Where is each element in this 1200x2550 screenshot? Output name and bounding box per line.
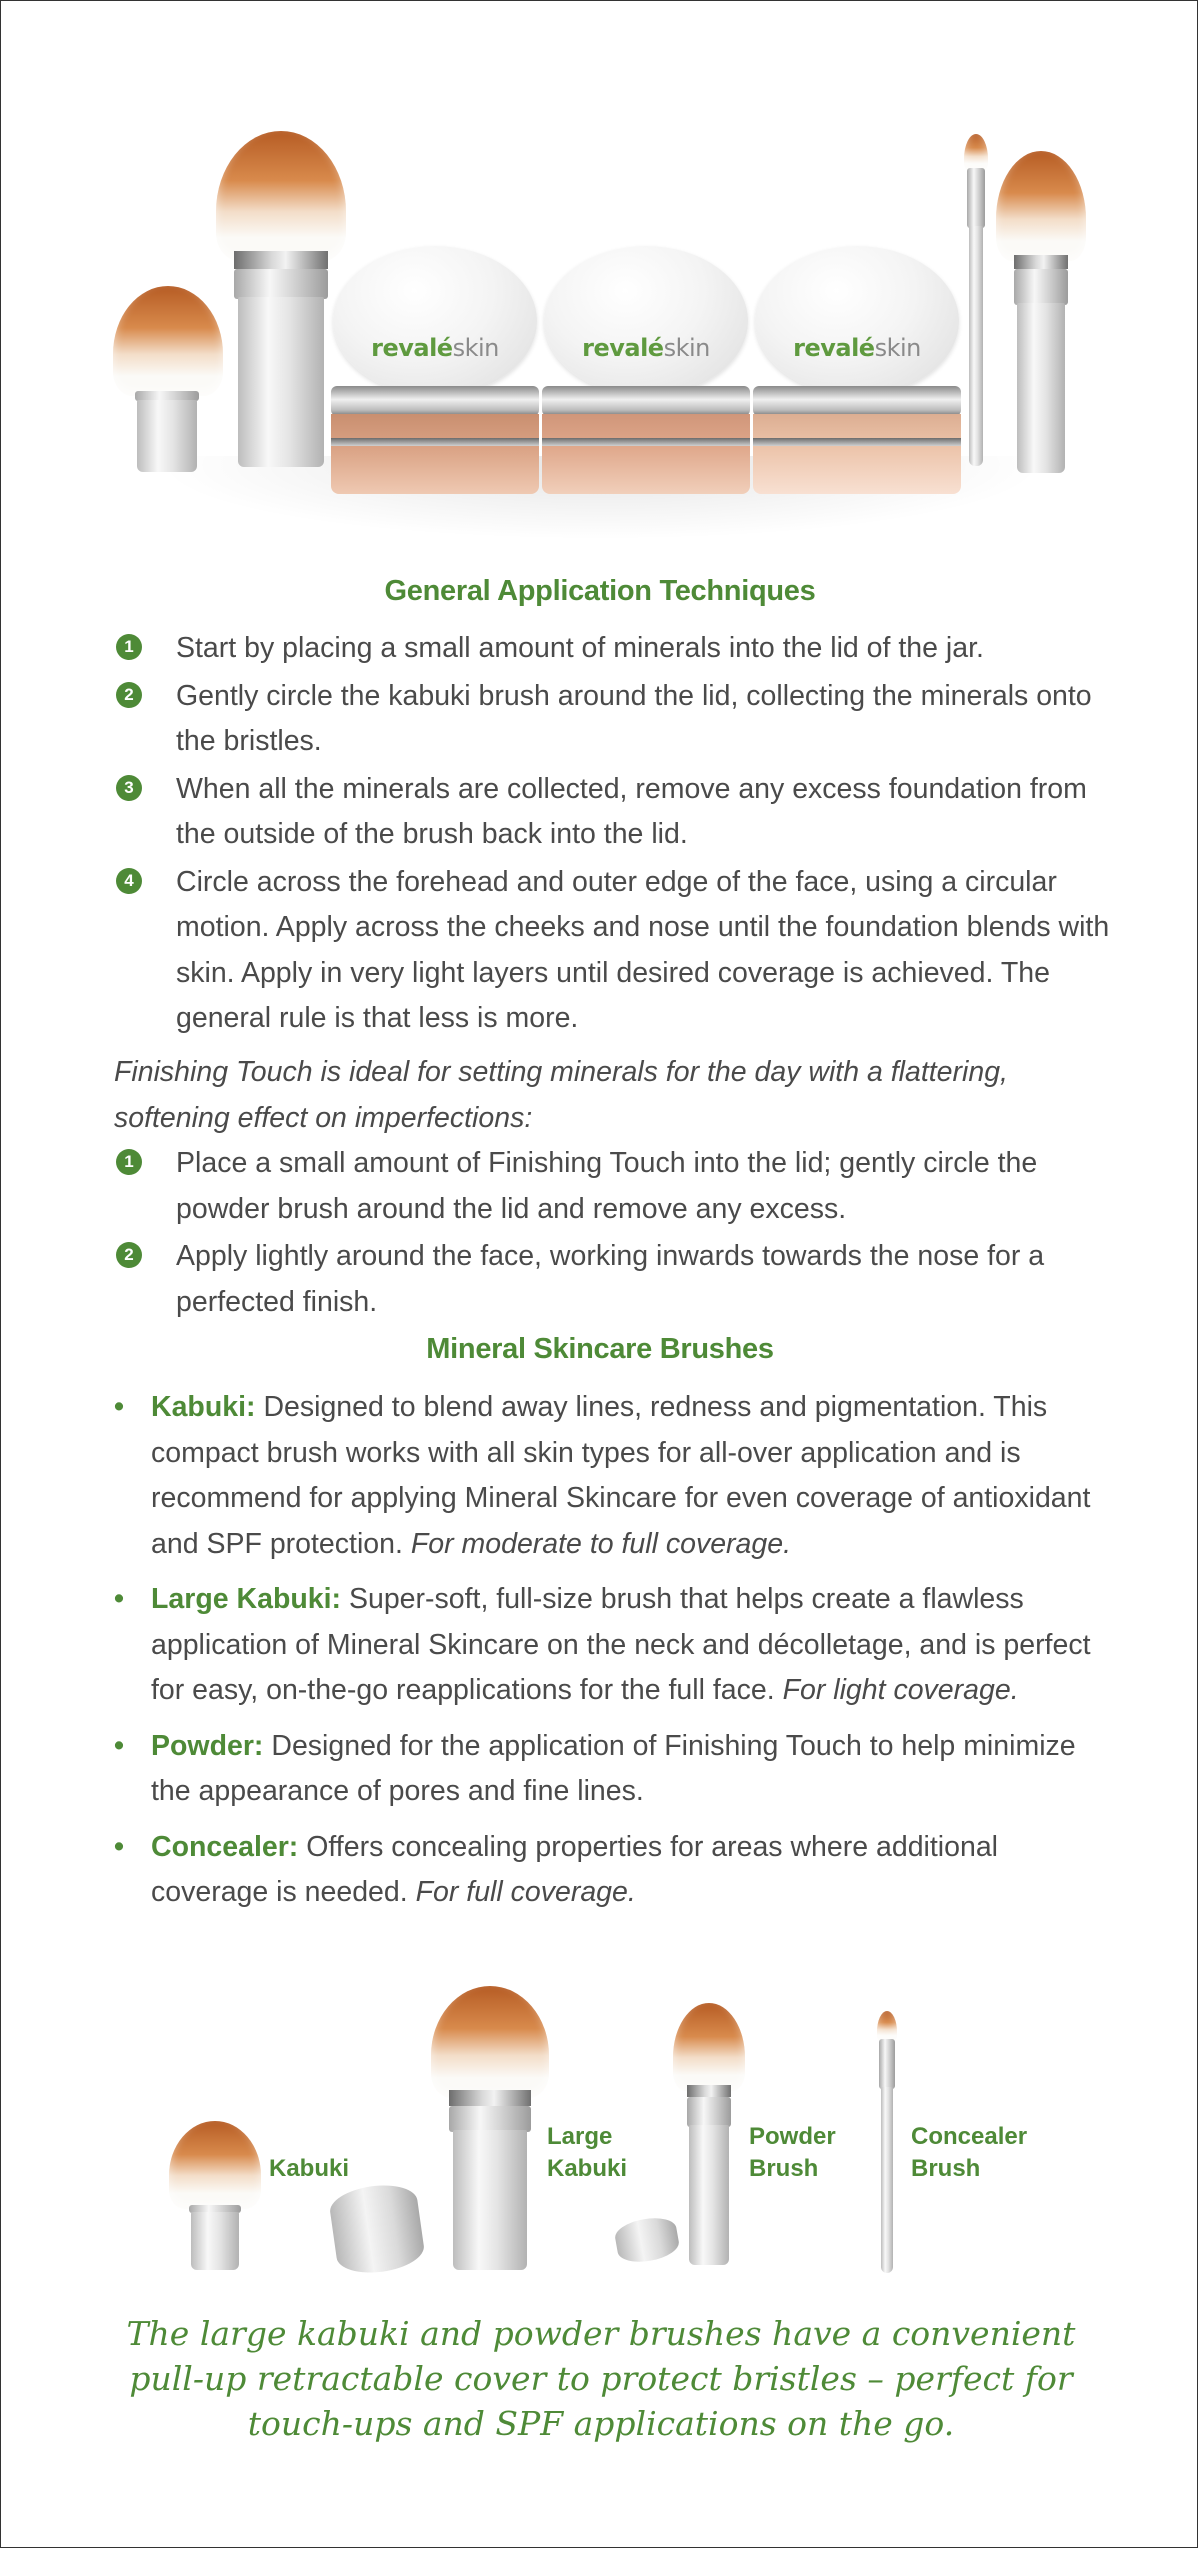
step-number-badge: 1 (116, 634, 142, 660)
brush-description-item: • Powder: Designed for the application of Finishing Touch to help minimize the appearance of pores and fine lines. (114, 1724, 1114, 1815)
jar-shade (753, 414, 961, 494)
retractable-cover-note: The large kabuki and powder brushes have a convenient pull-up retractable cover to protect bristles – perfect for touch-ups and SPF applications on the go. (126, 2314, 1076, 2443)
powder-brush-image (996, 151, 1086, 481)
application-steps (114, 626, 1114, 1042)
jar-shade (331, 414, 539, 494)
jar-shade (542, 414, 750, 494)
step-item: 2 Gently circle the kabuki brush around the lid, collecting the minerals onto the bristles. (114, 674, 1114, 765)
brand-logo: revaléskin (793, 334, 921, 362)
brush-lineup-image (151, 1971, 1051, 2291)
mineral-jar-1 (331, 246, 539, 501)
bullet-marker: • (114, 1830, 124, 1863)
concealer-brush-label: Concealer Brush (911, 2123, 1028, 2182)
brush-description-item: • Concealer: Offers concealing properties for areas where additional coverage is needed. For full coverage. (114, 1825, 1114, 1916)
large-kabuki-cap (327, 2180, 426, 2277)
concealer-lineup-brush (874, 2011, 900, 2281)
finishing-touch-intro: Finishing Touch is ideal for setting minerals for the day with a flattering, softening effect on imperfections: (114, 1056, 1008, 1134)
step-number-badge: 2 (116, 682, 142, 708)
brand-logo: revaléskin (582, 334, 710, 362)
powder-brush-cap (613, 2214, 681, 2266)
large-kabuki-label: Large Kabuki (547, 2123, 628, 2182)
product-hero-image (101, 126, 1101, 546)
brushes-title: Mineral Skincare Brushes (426, 1333, 774, 1365)
step-item: 4 Circle across the forehead and outer edge of the face, using a circular motion. Apply across the cheeks and nose until the foundation blends with skin. Apply in very light layers until desired coverage is achieved. The general rule is that less is more. (114, 860, 1114, 1042)
finishing-steps (114, 1141, 1114, 1325)
mineral-jar-3 (753, 246, 961, 501)
step-number-badge: 2 (116, 1242, 142, 1268)
brush-description-item: • Large Kabuki: Super-soft, full-size brush that helps create a flawless application of Mineral Skincare on the neck and décolletage, and is perfect for easy, on-the-go reapplications for the full face. For light coverage. (114, 1577, 1114, 1714)
application-title: General Application Techniques (384, 575, 816, 607)
kabuki-lineup-brush (169, 2121, 261, 2271)
large-kabuki-lineup-brush (431, 1986, 549, 2281)
step-item: 2 Apply lightly around the face, working inwards towards the nose for a perfected finish. (114, 1234, 1114, 1325)
brand-logo: revaléskin (371, 334, 499, 362)
step-number-badge: 4 (116, 868, 142, 894)
step-item: 1 Start by placing a small amount of minerals into the lid of the jar. (114, 626, 1114, 672)
step-item: 3 When all the minerals are collected, remove any excess foundation from the outside of the brush back into the lid. (114, 767, 1114, 858)
mineral-jar-2 (542, 246, 750, 501)
bullet-marker: • (114, 1391, 124, 1423)
step-number-badge: 1 (116, 1149, 142, 1175)
large-kabuki-brush-image (216, 131, 346, 481)
step-item: 1 Place a small amount of Finishing Touch into the lid; gently circle the powder brush around the lid and remove any excess. (114, 1141, 1114, 1232)
brush-description-item: • Kabuki: Designed to blend away lines, redness and pigmentation. This compact brush works with all skin types for all-over application and is recommend for applying Mineral Skincare for even coverage of antioxidant and SPF protection. For moderate to full coverage. (114, 1385, 1114, 1567)
bullet-marker: • (114, 1729, 124, 1762)
brushes-list (114, 1385, 1114, 1926)
concealer-brush-image (961, 134, 991, 474)
kabuki-label: Kabuki (269, 2155, 350, 2182)
powder-brush-label: Powder Brush (749, 2123, 836, 2182)
powder-lineup-brush (673, 2003, 745, 2273)
bullet-marker: • (114, 1583, 124, 1615)
step-number-badge: 3 (116, 775, 142, 801)
kabuki-brush-image (113, 286, 223, 486)
